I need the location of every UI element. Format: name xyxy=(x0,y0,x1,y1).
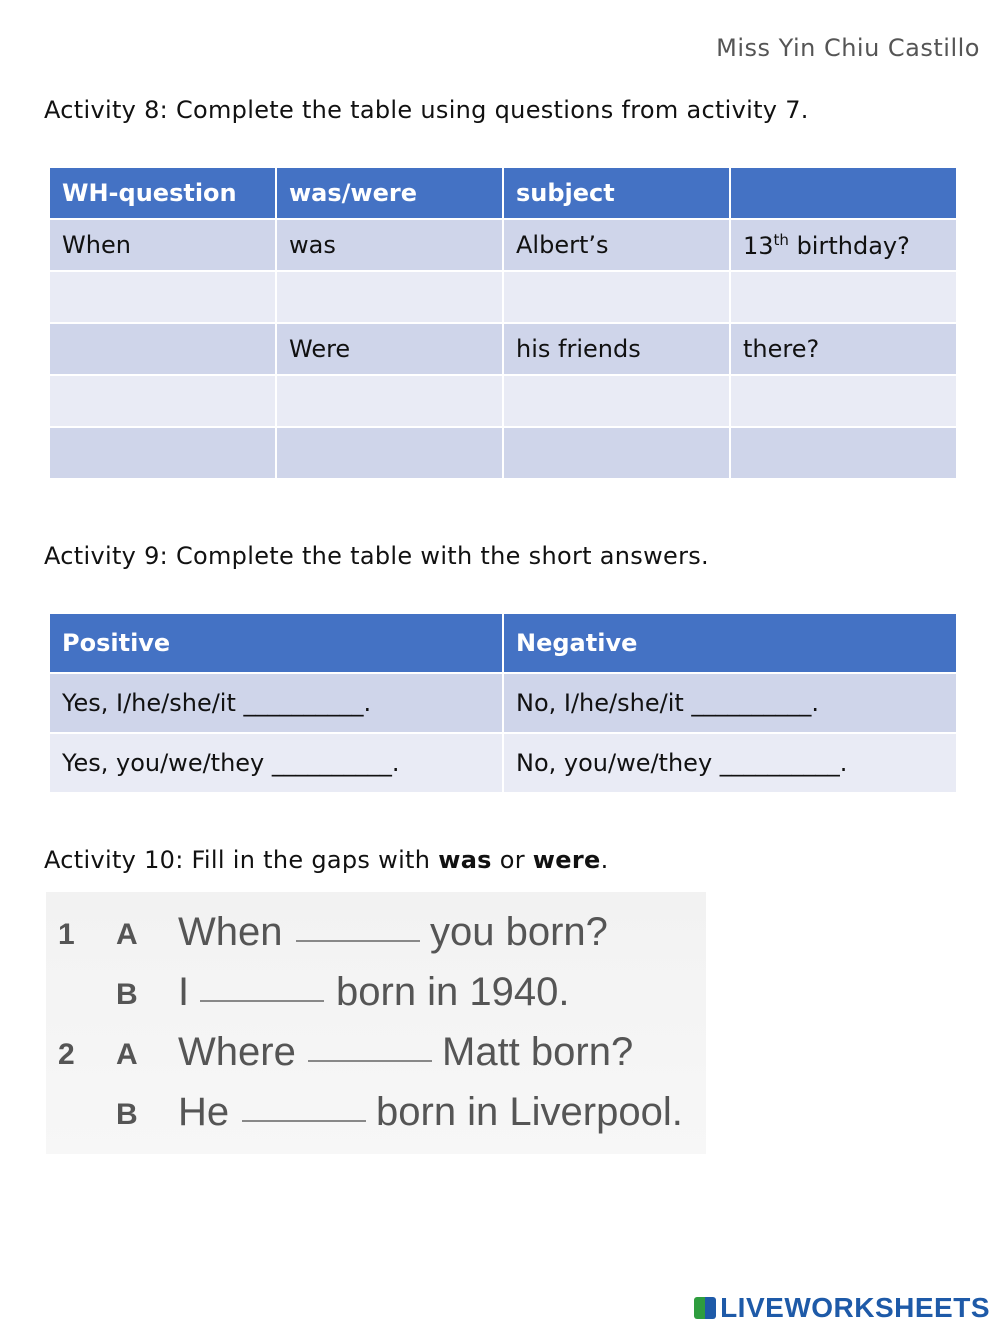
table-row xyxy=(49,427,957,479)
column-header-wh-question: WH-question xyxy=(49,167,276,219)
table-row xyxy=(49,375,957,427)
item-number: 1 xyxy=(58,918,75,951)
text-after-gap: born in 1940. xyxy=(336,970,570,1014)
table-cell: Were xyxy=(276,323,503,375)
table-row xyxy=(49,219,957,271)
answer-cell[interactable] xyxy=(730,427,957,479)
answer-cell[interactable] xyxy=(503,427,730,479)
answer-gap[interactable] xyxy=(242,1090,366,1122)
table-row xyxy=(49,733,957,793)
answer-cell[interactable] xyxy=(730,375,957,427)
text-after-gap: Matt born? xyxy=(442,1030,634,1074)
table-cell: was xyxy=(276,219,503,271)
answer-cell[interactable] xyxy=(503,375,730,427)
activity-9-table xyxy=(48,612,958,794)
logo-icon xyxy=(694,1297,716,1319)
table-row xyxy=(49,271,957,323)
answer-gap[interactable] xyxy=(296,910,420,942)
answer-cell[interactable] xyxy=(276,427,503,479)
short-answer-cell[interactable]: No, I/he/she/it __________. xyxy=(503,673,957,733)
activity-10-heading: Activity 10: Fill in the gaps with was or were. xyxy=(44,846,609,874)
table-row xyxy=(49,323,957,375)
table-cell: When xyxy=(49,219,276,271)
column-header-blank xyxy=(730,167,957,219)
answer-gap[interactable] xyxy=(308,1030,432,1062)
table-cell: Albert’s xyxy=(503,219,730,271)
answer-gap[interactable] xyxy=(200,970,324,1002)
answer-cell[interactable] xyxy=(503,271,730,323)
table-cell: 13th birthday? xyxy=(730,219,957,271)
text-before-gap: When xyxy=(178,910,283,954)
text-before-gap: He xyxy=(178,1090,230,1134)
table-row xyxy=(49,673,957,733)
text-after-gap: born in Liverpool. xyxy=(376,1090,683,1134)
author-name: Miss Yin Chiu Castillo xyxy=(716,34,980,62)
column-header-positive: Positive xyxy=(49,613,503,673)
exercise-image xyxy=(46,892,706,1154)
short-answer-cell[interactable]: No, you/we/they __________. xyxy=(503,733,957,793)
answer-cell[interactable] xyxy=(49,375,276,427)
answer-cell[interactable] xyxy=(49,427,276,479)
text-before-gap: Where xyxy=(178,1030,296,1074)
answer-cell[interactable] xyxy=(730,271,957,323)
column-header-negative: Negative xyxy=(503,613,957,673)
activity-8-heading: Activity 8: Complete the table using questions from activity 7. xyxy=(44,96,809,124)
speaker-label: B xyxy=(116,1098,138,1131)
column-header-was-were: was/were xyxy=(276,167,503,219)
item-number: 2 xyxy=(58,1038,75,1071)
answer-cell[interactable] xyxy=(276,271,503,323)
short-answer-cell[interactable]: Yes, I/he/she/it __________. xyxy=(49,673,503,733)
text-before-gap: I xyxy=(178,970,190,1014)
liveworksheets-logo[interactable]: LIVEWORKSHEETS xyxy=(694,1292,990,1324)
activity-9-heading: Activity 9: Complete the table with the short answers. xyxy=(44,542,709,570)
column-header-subject: subject xyxy=(503,167,730,219)
speaker-label: A xyxy=(116,1038,138,1071)
answer-cell[interactable] xyxy=(49,323,276,375)
table-cell: there? xyxy=(730,323,957,375)
short-answer-cell[interactable]: Yes, you/we/they __________. xyxy=(49,733,503,793)
speaker-label: B xyxy=(116,978,138,1011)
speaker-label: A xyxy=(116,918,138,951)
answer-cell[interactable] xyxy=(276,375,503,427)
answer-cell[interactable] xyxy=(49,271,276,323)
table-cell: his friends xyxy=(503,323,730,375)
activity-8-table xyxy=(48,166,958,480)
text-after-gap: you born? xyxy=(430,910,608,954)
